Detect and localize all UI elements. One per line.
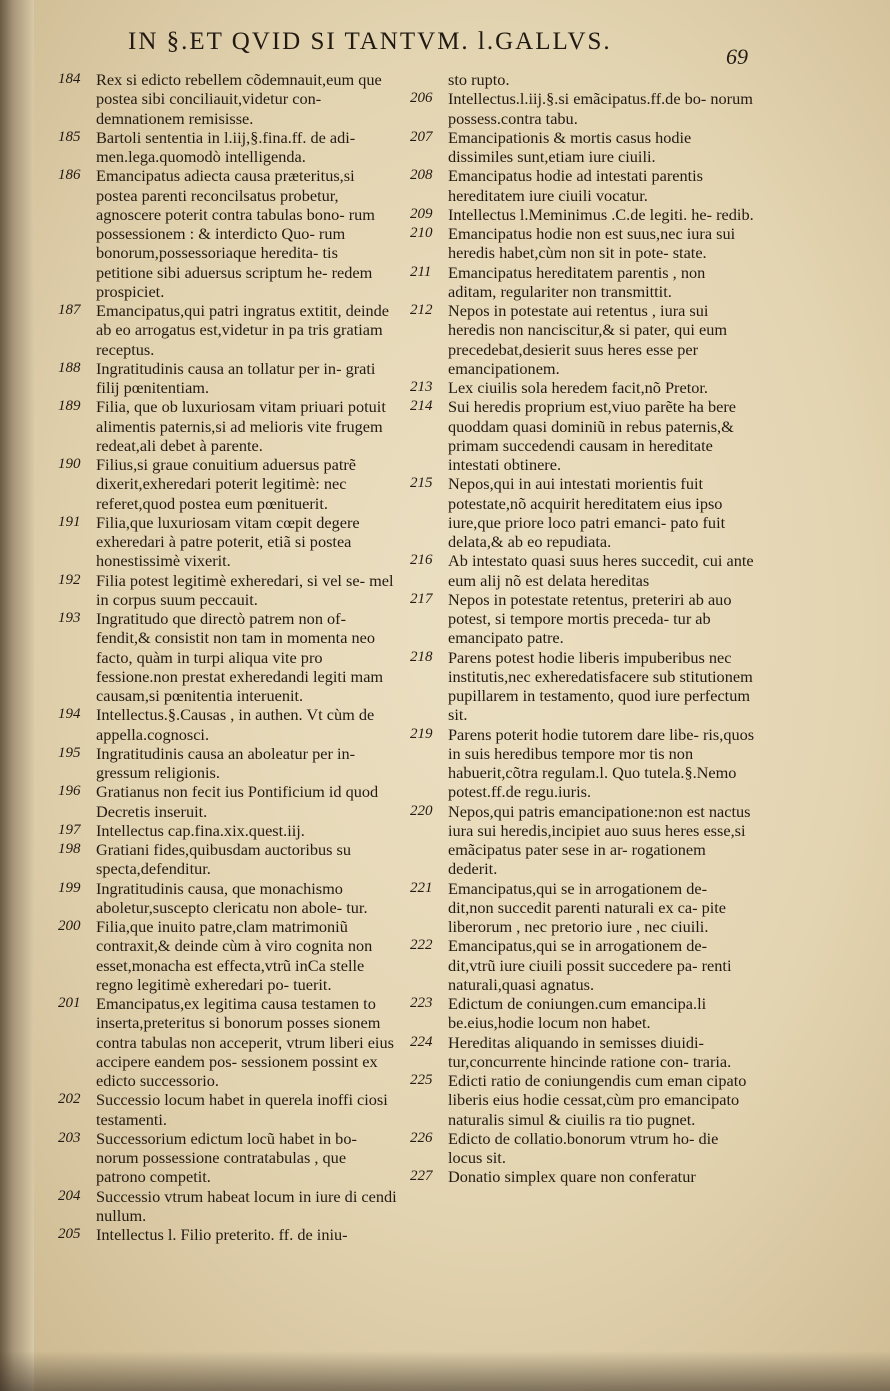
entry-number: 214 bbox=[410, 398, 433, 415]
entry-text: Parens potest hodie liberis impuberibus nec institutis,nec exheredatisfacere sub stitutionem pupillarem in testamento, quod iure perfectum sit. bbox=[448, 647, 753, 725]
index-entry bbox=[58, 1225, 398, 1244]
entry-text: Intellectus l.Meminimus .C.de legiti. he- redib. bbox=[448, 204, 754, 224]
index-entry bbox=[410, 994, 755, 1033]
entry-text: Parens poterit hodie tutorem dare libe- ris,quos in suis heredibus tempore mor tis non habuerit,cõtra regulam.l. Quo tutela.§.Nemo potest.ff.de regu.iuris. bbox=[448, 724, 755, 802]
entry-text: Filia,que inuito patre,clam matrimoniũ contraxit,& deinde cùm à viro cognita non esset,monacha est effecta,vtrũ inCa stelle regno legitimè exheredari po- tuerit. bbox=[96, 917, 373, 994]
entry-text: Ingratitudo que directò patrem non of- fendit,& consistit non tam in momenta neo facto, quàm in turpi aliqua vite pro fessione.non prestat exheredandi legiti mam causam,si pœnitentia interuenit. bbox=[96, 609, 384, 705]
entry-text: Emancipationis & mortis casus hodie dissimiles sunt,etiam iure ciuili. bbox=[448, 127, 692, 166]
index-entry bbox=[58, 744, 398, 783]
entry-text: Nepos in potestate retentus, preteriri ab auo potest, si tempore mortis preceda- tur ab emancipato patre. bbox=[448, 589, 732, 648]
entry-text: Nepos,qui patris emancipatione:non est nactus iura sui heredis,incipiet auo suus heres esse,si emãcipatus pater sese in ar- rogationem dederit. bbox=[448, 801, 751, 879]
entry-number: 211 bbox=[410, 263, 432, 280]
index-entry bbox=[58, 455, 398, 513]
entry-text: Successio locum habet in querela inoffi ciosi testamenti. bbox=[96, 1090, 388, 1129]
right-column-index bbox=[410, 70, 755, 1187]
entry-text: Emancipatus hodie ad intestati parentis hereditatem iure ciuili vocatur. bbox=[448, 166, 703, 205]
index-entry bbox=[410, 128, 755, 167]
index-entry bbox=[58, 166, 398, 301]
folio-number: 69 bbox=[726, 44, 748, 69]
entry-number: 191 bbox=[58, 513, 81, 530]
index-entry bbox=[410, 263, 755, 302]
index-entry bbox=[58, 705, 398, 744]
entry-text: Sui heredis proprium est,viuo parẽte ha bere quoddam quasi dominiũ in rebus paternis,& primam succedendi causam in hereditate intestati obtinere. bbox=[448, 397, 736, 474]
entry-text: Successorium edictum locũ habet in bo- norum possessione contratabulas , que patrono competit. bbox=[96, 1128, 357, 1187]
index-entry bbox=[58, 994, 398, 1090]
index-entry bbox=[58, 821, 398, 840]
entry-text: sto rupto. bbox=[448, 70, 510, 89]
index-entry bbox=[58, 571, 398, 610]
index-entry bbox=[410, 1033, 755, 1072]
index-entry bbox=[410, 936, 755, 994]
entry-text: Emancipatus hodie non est suus,nec iura sui heredis habet,cùm non sit in pote- state. bbox=[448, 224, 736, 263]
entry-text: Ab intestato quasi suus heres succedit, cui ante eum alij nõ est delata hereditas bbox=[448, 551, 754, 590]
entry-number: 212 bbox=[410, 302, 433, 318]
entry-text: Hereditas aliquando in semisses diuidi- tur,concurrente hincinde ratione con- traria. bbox=[448, 1032, 732, 1071]
index-entry bbox=[58, 1129, 398, 1187]
index-entry bbox=[58, 917, 398, 994]
entry-number: 195 bbox=[58, 744, 81, 761]
entry-number: 221 bbox=[410, 879, 433, 896]
entry-text: Lex ciuilis sola heredem facit,nõ Pretor. bbox=[448, 378, 708, 397]
entry-number: 190 bbox=[58, 456, 81, 472]
entry-text: Intellectus l. Filio preterito. ff. de iniu- bbox=[96, 1225, 348, 1244]
entry-number: 206 bbox=[410, 90, 433, 107]
entry-number: 224 bbox=[410, 1033, 433, 1050]
entry-number: 216 bbox=[410, 552, 433, 569]
entry-number: 192 bbox=[58, 571, 81, 588]
entry-number: 215 bbox=[410, 475, 433, 492]
index-entry bbox=[58, 128, 398, 167]
index-entry bbox=[410, 474, 755, 551]
entry-number: 223 bbox=[410, 995, 433, 1011]
index-entry bbox=[410, 205, 755, 224]
entry-number: 227 bbox=[410, 1168, 433, 1185]
entry-text: Bartoli sententia in l.iij,§.fina.ff. de adi- men.lega.quomodò intelligenda. bbox=[96, 127, 356, 166]
entry-text: Filius,si graue conuitium aduersus patrẽ dixerit,exheredari poterit legitimè: nec referet,quod postea eum pœnituerit. bbox=[96, 455, 356, 513]
index-entry bbox=[410, 590, 755, 648]
index-entry bbox=[58, 609, 398, 705]
index-entry bbox=[410, 1167, 755, 1186]
entry-number: 218 bbox=[410, 648, 433, 665]
index-entry bbox=[58, 359, 398, 398]
entry-text: Gratiani fides,quibusdam auctoribus su specta,defenditur. bbox=[96, 840, 352, 879]
entry-number: 202 bbox=[58, 1091, 81, 1108]
index-entry bbox=[58, 513, 398, 571]
page-gutter bbox=[0, 0, 34, 1391]
index-entry bbox=[410, 802, 755, 879]
entry-number: 198 bbox=[58, 841, 81, 857]
entry-number: 213 bbox=[410, 379, 433, 395]
entry-number: 184 bbox=[58, 71, 81, 87]
entry-number: 209 bbox=[410, 205, 433, 222]
entry-number: 226 bbox=[410, 1129, 433, 1146]
entry-text: Emancipatus adiecta causa præteritus,si postea parenti reconcilsatus probetur, agnoscere poterit contra tabulas bono- rum possessionem : & interdicto Quo- rum bonorum,possessoriaque heredita- tis petitione sibi aduersus scriptum he- redem prospiciet. bbox=[96, 166, 375, 301]
index-entry bbox=[58, 879, 398, 918]
entry-number: 200 bbox=[58, 918, 81, 934]
entry-number: 196 bbox=[58, 783, 81, 800]
entry-text: Emancipatus hereditatem parentis , non aditam, regulariter non transmittit. bbox=[448, 262, 706, 301]
entry-text: Edicti ratio de coniungendis cum eman cipato liberis eius hodie cessat,cùm pro emancipato naturalis simul & ciuilis ra tio pugnet. bbox=[448, 1071, 747, 1129]
index-entry bbox=[410, 725, 755, 802]
index-entry bbox=[410, 551, 755, 590]
entry-number: 225 bbox=[410, 1072, 433, 1088]
entry-text: Edicto de collatio.bonorum vtrum ho- die locus sit. bbox=[448, 1128, 719, 1167]
entry-text: Filia potest legitimè exheredari, si vel se- mel in corpus suum peccauit. bbox=[96, 570, 394, 609]
index-entry bbox=[410, 1129, 755, 1168]
index-entry bbox=[58, 1090, 398, 1129]
entry-number: 220 bbox=[410, 802, 433, 819]
entry-text: Ingratitudinis causa an tollatur per in- grati filij pœnitentiam. bbox=[96, 358, 376, 397]
index-entry bbox=[410, 378, 755, 397]
index-entry bbox=[410, 1071, 755, 1129]
index-entry bbox=[410, 89, 755, 128]
entry-number: 210 bbox=[410, 225, 433, 241]
entry-text: Edictum de coniungen.cum emancipa.li be.eius,hodie locum non habet. bbox=[448, 994, 707, 1033]
entry-number: 203 bbox=[58, 1129, 81, 1146]
entry-number: 217 bbox=[410, 590, 433, 607]
index-entry bbox=[58, 301, 398, 359]
entry-text: Rex si edicto rebellem cõdemnauit,eum que postea sibi conciliauit,videtur con- demnationem remisisse. bbox=[96, 70, 382, 128]
entry-text: Gratianus non fecit ius Pontificium id quod Decretis inseruit. bbox=[96, 782, 379, 821]
bottom-shadow bbox=[0, 1351, 890, 1391]
entry-number: 188 bbox=[58, 359, 81, 376]
entry-text: Emancipatus,ex legitima causa testamen to inserta,preteritus si bonorum posses sionem contra tabulas non acceperit, vtrum liberi eius accipere eandem pos- sessionem possint ex edicto successorio. bbox=[96, 994, 394, 1090]
index-entry bbox=[58, 1187, 398, 1226]
entry-text: Ingratitudinis causa an aboleatur per in- gressum religionis. bbox=[96, 743, 356, 782]
index-entry bbox=[410, 224, 755, 263]
entry-number: 189 bbox=[58, 398, 81, 415]
entry-text: Filia, que ob luxuriosam vitam priuari potuit alimentis paternis,si ad melioris vite frugem redeat,ali debet à parente. bbox=[96, 397, 386, 455]
entry-text: Ingratitudinis causa, que monachismo aboletur,suscepto clericatu non abole- tur. bbox=[96, 878, 368, 917]
entry-text: Successio vtrum habeat locum in iure di cendi nullum. bbox=[96, 1186, 397, 1225]
entry-number: 185 bbox=[58, 128, 81, 145]
entry-text: Donatio simplex quare non conferatur bbox=[448, 1167, 696, 1187]
index-entry bbox=[410, 648, 755, 725]
entry-text: Intellectus.l.iij.§.si emãcipatus.ff.de bo- norum possess.contra tabu. bbox=[448, 89, 753, 128]
entry-number: 193 bbox=[58, 610, 81, 626]
entry-text: Intellectus.§.Causas , in authen. Vt cùm de appella.cognosci. bbox=[96, 705, 375, 744]
left-column-index bbox=[58, 70, 398, 1244]
entry-number: 186 bbox=[58, 167, 81, 184]
entry-number: 208 bbox=[410, 167, 433, 184]
index-entry bbox=[58, 397, 398, 455]
entry-number: 197 bbox=[58, 821, 81, 838]
index-entry bbox=[410, 70, 755, 89]
entry-text: Emancipatus,qui se in arrogationem de- dit,vtrũ iure ciuili possit succedere pa- renti naturali,quasi agnatus. bbox=[448, 936, 732, 994]
entry-text: Emancipatus,qui patri ingratus extitit, deinde ab eo arrogatus est,videtur in pa tris gratiam receptus. bbox=[96, 301, 389, 359]
index-entry bbox=[58, 840, 398, 879]
entry-number: 187 bbox=[58, 302, 81, 318]
index-entry bbox=[410, 397, 755, 474]
index-entry bbox=[410, 166, 755, 205]
entry-number: 219 bbox=[410, 725, 433, 742]
entry-number: 199 bbox=[58, 879, 81, 896]
index-entry bbox=[410, 879, 755, 937]
entry-text: Emancipatus,qui se in arrogationem de- dit,non succedit parenti naturali ex ca- pite liberorum , nec pretorio iure , nec ciuili. bbox=[448, 878, 727, 936]
entry-text: Nepos,qui in aui intestati morientis fuit potestate,nõ acquirit hereditatem eius ipso iure,que priore loco patri emanci- pato fuit delata,& ab eo repudiata. bbox=[448, 474, 726, 551]
entry-number: 201 bbox=[58, 995, 81, 1011]
entry-number: 205 bbox=[58, 1226, 81, 1242]
index-entry bbox=[58, 70, 398, 128]
entry-number: 194 bbox=[58, 706, 81, 723]
index-entry bbox=[58, 782, 398, 821]
entry-number: 222 bbox=[410, 937, 433, 954]
entry-number: 204 bbox=[58, 1187, 81, 1204]
running-title: IN §.ET QVID SI TANTVM. l.GALLVS. bbox=[128, 28, 612, 55]
entry-text: Filia,que luxuriosam vitam cœpit degere exheredari à patre poterit, etiã si postea honestissimè vixerit. bbox=[96, 512, 360, 571]
entry-text: Intellectus cap.fina.xix.quest.iij. bbox=[96, 820, 305, 840]
index-entry bbox=[410, 301, 755, 378]
entry-number: 207 bbox=[410, 128, 433, 145]
entry-text: Nepos in potestate aui retentus , iura sui heredis non nanciscitur,& si pater, qui eum precedebat,desierit suus heres esse per emancipationem. bbox=[448, 301, 728, 378]
